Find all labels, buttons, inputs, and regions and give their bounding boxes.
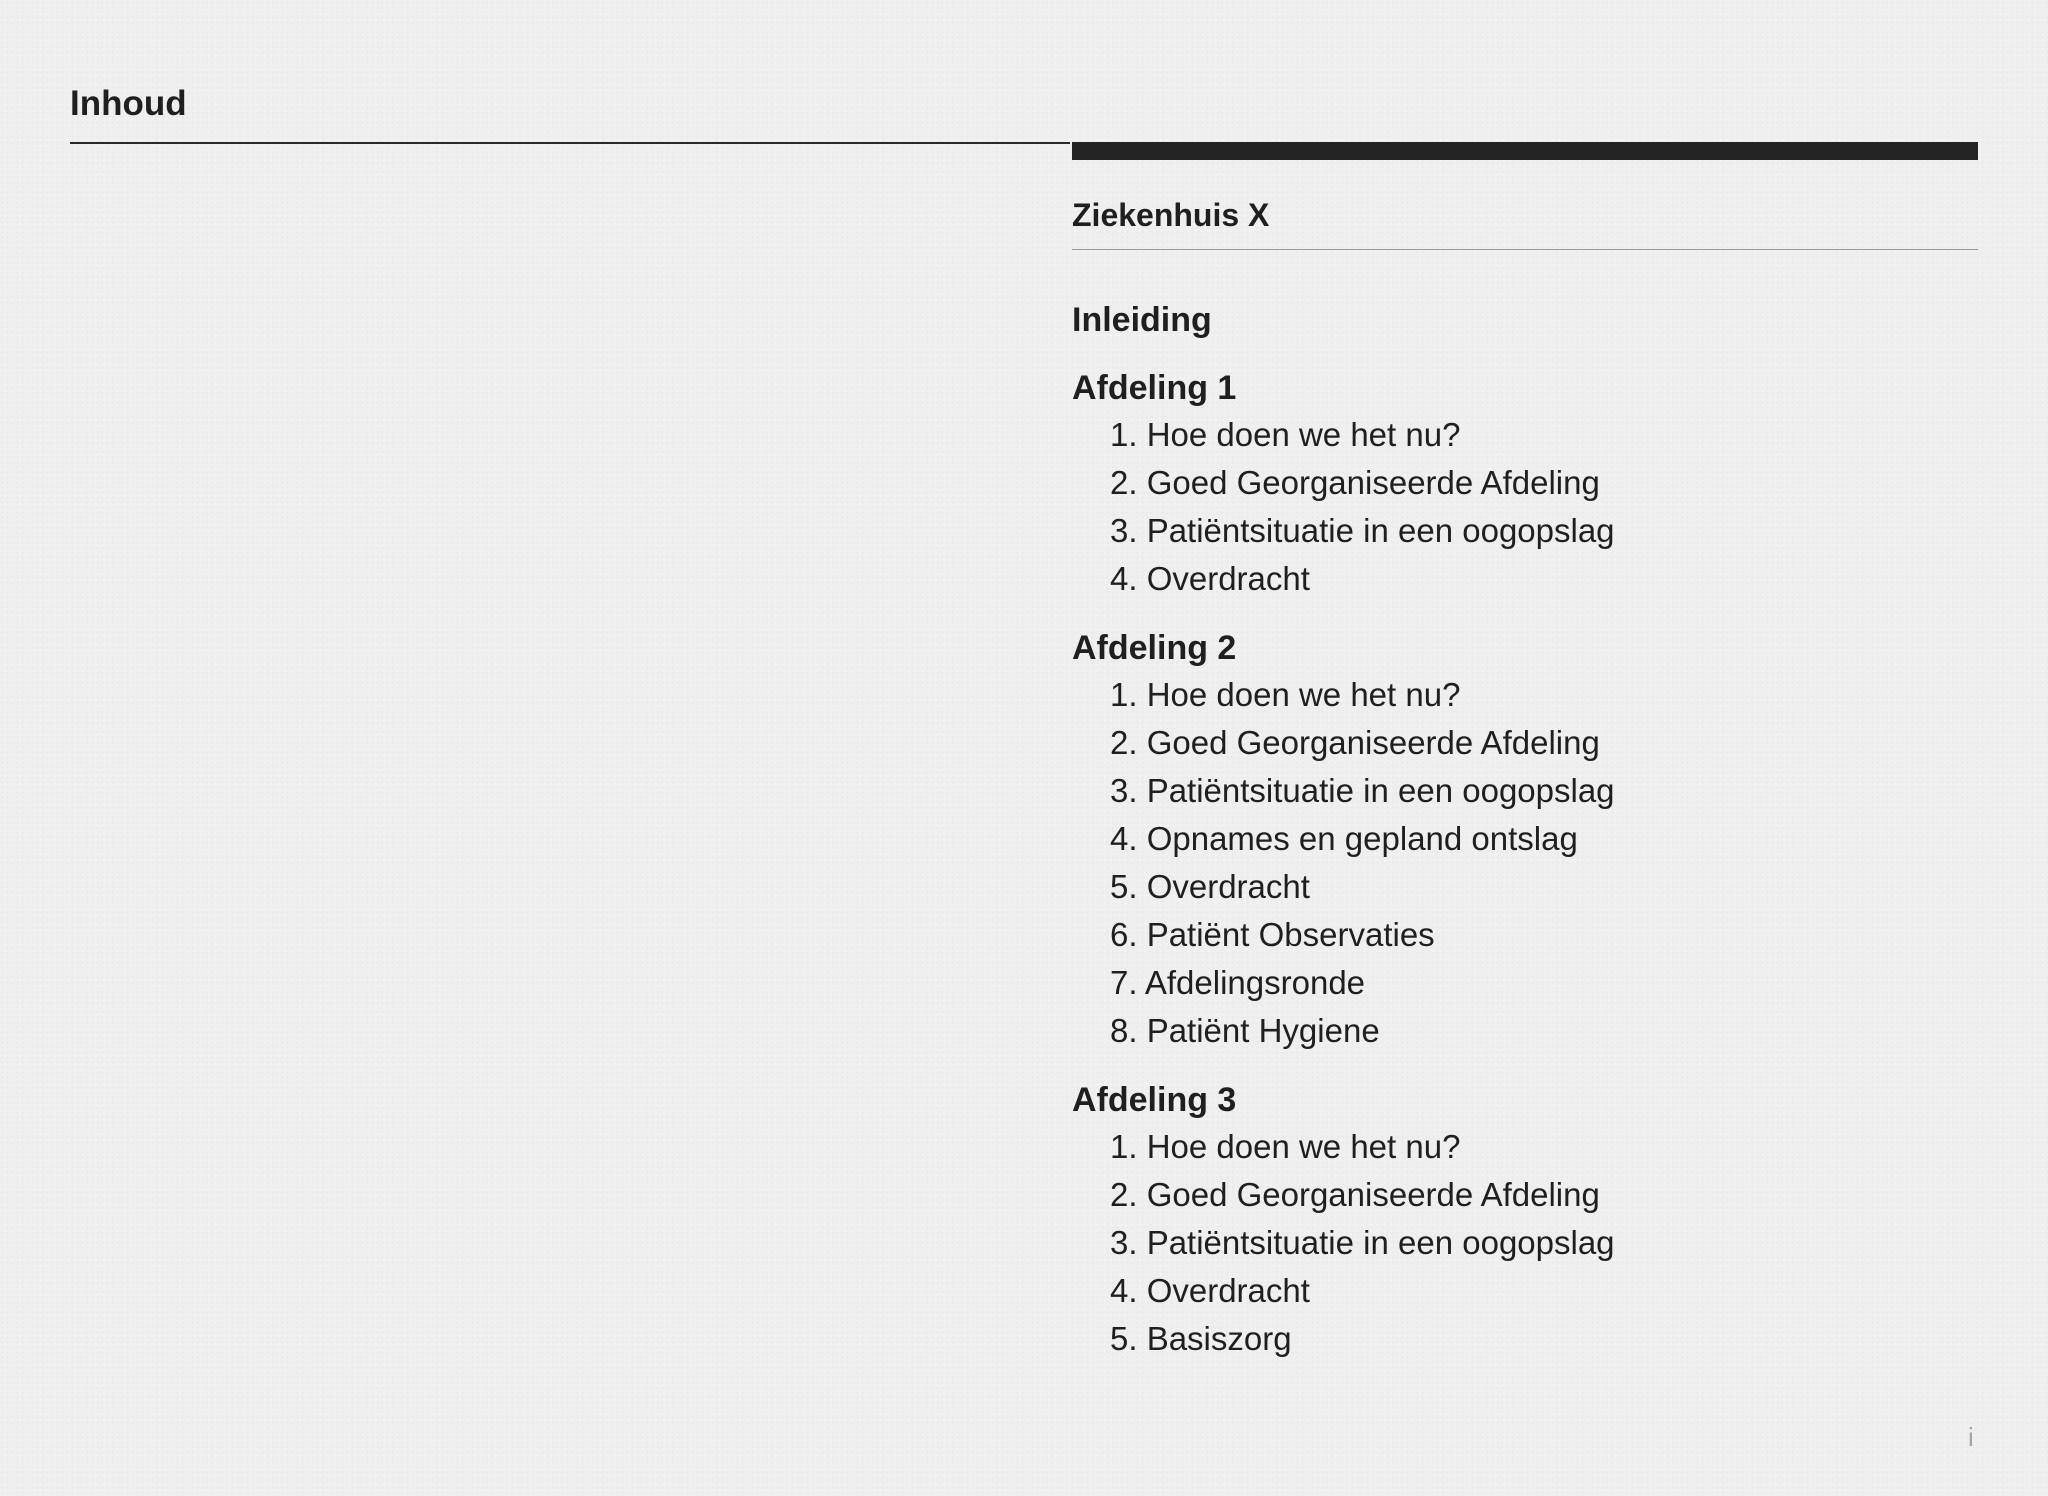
- toc-item[interactable]: 2. Goed Georganiseerde Afdeling: [1110, 724, 1600, 761]
- toc-item[interactable]: 5. Basiszorg: [1110, 1320, 1292, 1357]
- toc-item[interactable]: 8. Patiënt Hygiene: [1110, 1012, 1380, 1049]
- toc-item-list: [1072, 671, 1978, 1055]
- toc-divider: [1072, 249, 1978, 250]
- hospital-name: Ziekenhuis X: [1072, 197, 1270, 233]
- toc-section-heading[interactable]: Afdeling 1: [1072, 369, 1237, 407]
- toc-item[interactable]: 5. Overdracht: [1110, 868, 1310, 905]
- toc-section: [1072, 365, 1978, 603]
- table-of-contents: [1072, 142, 1978, 1363]
- toc-item[interactable]: 1. Hoe doen we het nu?: [1110, 416, 1461, 453]
- header-divider: [70, 142, 1070, 144]
- page-number: i: [1968, 1422, 1974, 1452]
- toc-section: [1072, 1077, 1978, 1363]
- toc-item[interactable]: 3. Patiëntsituatie in een oogopslag: [1110, 512, 1615, 549]
- toc-intro-link[interactable]: Inleiding: [1072, 301, 1212, 339]
- toc-item[interactable]: 7. Afdelingsronde: [1110, 964, 1366, 1001]
- toc-section-heading[interactable]: Afdeling 3: [1072, 1081, 1237, 1119]
- toc-item[interactable]: 4. Overdracht: [1110, 560, 1310, 597]
- toc-item[interactable]: 3. Patiëntsituatie in een oogopslag: [1110, 772, 1615, 809]
- toc-item[interactable]: 2. Goed Georganiseerde Afdeling: [1110, 464, 1600, 501]
- toc-item[interactable]: 4. Opnames en gepland ontslag: [1110, 820, 1578, 857]
- toc-item[interactable]: 4. Overdracht: [1110, 1272, 1310, 1309]
- toc-top-bar: [1072, 142, 1978, 160]
- toc-item-list: [1072, 411, 1978, 603]
- toc-item[interactable]: 6. Patiënt Observaties: [1110, 916, 1435, 953]
- toc-item[interactable]: 1. Hoe doen we het nu?: [1110, 676, 1461, 713]
- page-title: Inhoud: [70, 84, 187, 123]
- toc-section: [1072, 625, 1978, 1055]
- toc-item[interactable]: 1. Hoe doen we het nu?: [1110, 1128, 1461, 1165]
- toc-item[interactable]: 2. Goed Georganiseerde Afdeling: [1110, 1176, 1600, 1213]
- toc-item-list: [1072, 1123, 1978, 1363]
- toc-section-heading[interactable]: Afdeling 2: [1072, 629, 1237, 667]
- toc-item[interactable]: 3. Patiëntsituatie in een oogopslag: [1110, 1224, 1615, 1261]
- toc-sections: [1072, 365, 1978, 1363]
